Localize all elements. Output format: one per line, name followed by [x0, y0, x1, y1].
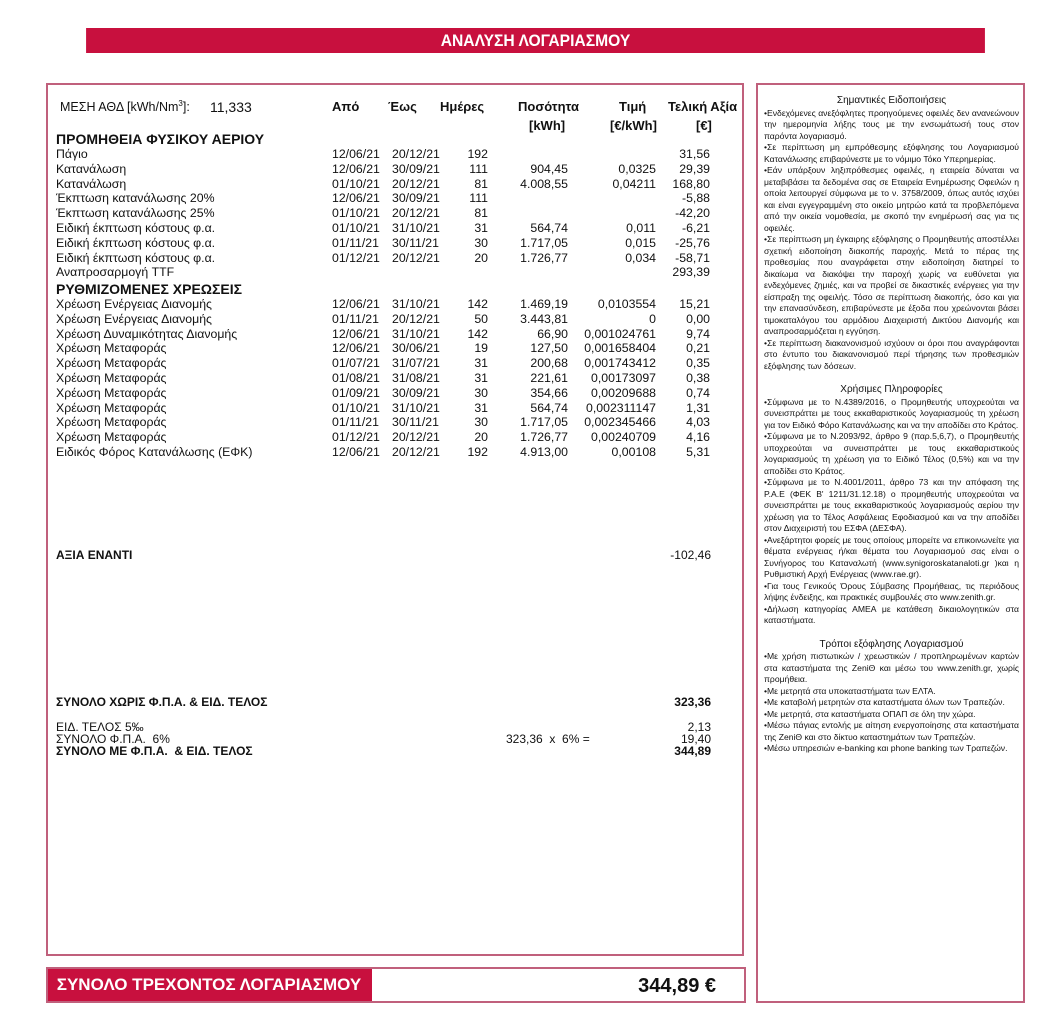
table-row — [48, 236, 746, 250]
row-from-date: 01/09/21 — [332, 385, 380, 400]
row-to-date: 31/10/21 — [392, 297, 440, 311]
row-from-date: 01/08/21 — [332, 371, 380, 385]
row-days: 20 — [474, 430, 488, 445]
row-unit-price: 0,00240709 — [591, 430, 656, 445]
total-current-bill-amount: 344,89 € — [638, 975, 716, 997]
payment-methods-list — [764, 651, 1019, 755]
row-quantity: 354,66 — [530, 385, 568, 400]
subtotal-value: 323,36 — [674, 695, 711, 709]
col-header-value: Τελική Αξία — [668, 99, 738, 114]
col-header-price: Τιμή — [619, 99, 647, 114]
row-from-date: 01/10/21 — [332, 206, 380, 221]
row-description: Χρέωση Μεταφοράς — [56, 415, 167, 430]
row-final-value: -42,20 — [675, 206, 710, 221]
row-quantity: 564,74 — [530, 400, 568, 415]
total-current-bill-label-box — [46, 967, 372, 1003]
row-from-date: 01/10/21 — [332, 176, 380, 191]
info-sidebar — [756, 83, 1025, 1003]
col-header-qty: Ποσότητα — [518, 99, 579, 114]
row-quantity: 904,45 — [530, 161, 568, 176]
table-row — [48, 327, 746, 341]
row-to-date: 20/12/21 — [392, 250, 440, 265]
row-to-date: 30/11/21 — [392, 235, 439, 250]
row-to-date: 30/11/21 — [392, 415, 439, 430]
row-from-date: 01/10/21 — [332, 400, 380, 415]
row-description: Χρέωση Μεταφοράς — [56, 371, 167, 385]
row-final-value: 31,56 — [679, 147, 710, 161]
row-days: 20 — [474, 250, 488, 265]
notices-title: Σημαντικές Ειδοποιήσεις — [836, 95, 947, 106]
row-description: Χρέωση Μεταφοράς — [56, 400, 167, 415]
row-final-value: 293,39 — [672, 265, 710, 280]
row-days: 192 — [467, 147, 488, 161]
row-quantity: 66,90 — [537, 326, 568, 341]
row-unit-price: 0,002311147 — [586, 400, 656, 415]
row-quantity: 1.717,05 — [520, 235, 568, 250]
row-unit-price: 0,0325 — [618, 161, 656, 176]
row-to-date: 20/12/21 — [392, 206, 440, 221]
row-unit-price: 0,002345466 — [584, 415, 656, 430]
notice-item: •Σε περίπτωση μη έγκαιρης εξόφλησης ο Προμηθευτής αποστέλλει σχετική ειδοποίηση διακοπής παροχής. Μετά το πέρας της προθεσμίας που αναγράφεται στην ειδοποίηση διατηρεί το δικαίωμα να διακόψει την παροχή χωρίς να ευθύνεται για ενδεχόμενες ζημιές, και να προβεί σε δικαστικές ενέργειες για την είσπραξη της οφειλής. Τόσο σε περίπτωση διακοπής, όσο και για την επανασύνδεση, επιβαρύνεστε με έξοδα που χρεώνονται βάσει τιμοκαταλόγου του αρμόδιου Διαχειριστή Δικτύου Διανομής και αναπροσαρμόζεται η εγγύηση. — [764, 234, 1019, 336]
section-title-gas-supply: ΠΡΟΜΗΘΕΙΑ ΦΥΣΙΚΟΥ ΑΕΡΙΟΥ — [56, 131, 265, 147]
row-to-date: 31/10/21 — [392, 221, 440, 235]
row-from-date: 01/11/21 — [332, 311, 379, 326]
sidebar-content — [764, 95, 1019, 755]
row-description: Ειδική έκπτωση κόστους φ.α. — [56, 250, 216, 265]
col-header-days: Ημέρες — [440, 99, 485, 114]
row-quantity: 200,68 — [530, 356, 568, 371]
row-final-value: 0,00 — [686, 311, 710, 326]
info-list — [764, 397, 1019, 627]
row-to-date: 20/12/21 — [392, 445, 440, 459]
row-days: 31 — [474, 221, 488, 235]
row-from-date: 01/12/21 — [332, 430, 380, 445]
row-unit-price: 0,001658404 — [584, 341, 656, 356]
row-days: 50 — [474, 311, 488, 326]
row-final-value: 0,21 — [686, 341, 710, 356]
info-item: •Σύμφωνα με το Ν.2093/92, άρθρο 9 (παρ.5,6,7), ο Προμηθευτής υποχρεούται να συνεισπράττει με τους εκκαθαριστικούς λογαριασμούς τη χρέωση για το Ειδικό Τέλος (0,5%) και να την αποδίδει στο Κράτος. — [764, 431, 1019, 476]
row-days: 31 — [474, 371, 488, 385]
row-from-date: 01/12/21 — [332, 250, 380, 265]
row-days: 142 — [467, 297, 488, 311]
row-from-date: 01/10/21 — [332, 221, 380, 235]
row-quantity: 1.726,77 — [520, 430, 568, 445]
col-header-value-unit: [€] — [696, 118, 712, 133]
row-unit-price: 0,04211 — [612, 176, 656, 191]
row-unit-price: 0,001743412 — [584, 356, 656, 371]
subtotal-label: ΣΥΝΟΛΟ ΧΩΡΙΣ Φ.Π.Α. & ΕΙΔ. ΤΕΛΟΣ — [56, 695, 268, 709]
vat-value: 19,40 — [680, 732, 711, 746]
row-final-value: 4,03 — [686, 415, 710, 430]
bill-breakdown-panel — [46, 83, 744, 956]
row-unit-price: 0,0103554 — [597, 297, 656, 311]
row-from-date: 12/06/21 — [332, 147, 380, 161]
gcv-label: ΜΕΣΗ ΑΘΔ [kWh/Nm$^3$]: — [60, 99, 190, 115]
info-item: •Σύμφωνα με το Ν.4389/2016, ο Προμηθευτής υποχρεούται να συνεισπράττει με τους εκκαθαριστικούς λογαριασμούς τη χρέωση για τον Ειδικό Φόρο Κατανάλωσης και να την αποδίδει στο Κράτος. — [764, 396, 1019, 430]
gcv-value: 11,333 — [210, 99, 252, 115]
row-final-value: 29,39 — [679, 161, 710, 176]
row-to-date: 30/09/21 — [392, 385, 440, 400]
row-final-value: 0,74 — [686, 385, 710, 400]
table-row — [48, 386, 746, 400]
row-unit-price: 0,00173097 — [591, 371, 656, 385]
special-fee-value: 2,13 — [687, 720, 711, 734]
row-description: Χρέωση Μεταφοράς — [56, 430, 167, 445]
row-to-date: 31/07/21 — [392, 356, 440, 371]
row-final-value: 168,80 — [672, 176, 710, 191]
row-days: 81 — [474, 176, 488, 191]
info-item: •Για τους Γενικούς Όρους Σύμβασης Προμήθειας, τις περιόδους λήψης ένδειξης, και πρακτικές συμβουλές στο www.zenith.gr. — [764, 580, 1019, 602]
vat-label: ΣΥΝΟΛΟ Φ.Π.Α. 6% — [56, 732, 170, 746]
row-from-date: 12/06/21 — [332, 445, 380, 459]
table-row — [48, 401, 746, 415]
notice-item: •Εάν υπάρξουν ληξιπρόθεσμες οφειλές, η εταιρεία δύναται να μεταβιβάσει τα δεδομένα σας σε Εταιρεία Ενημέρωσης Οφειλών η οποία λειτουργεί σύμφωνα με το ν. 3758/2009, όπως αυτός ισχύει και είναι εγγεγραμμένη στο οικείο μητρώο κατά τα προβλεπόμενα από την οικεία νομοθεσία, με σκοπό την ενημέρωσή σας για τις οφειλές. — [764, 165, 1019, 233]
row-description: Κατανάλωση — [56, 161, 127, 176]
grand-total-label: ΣΥΝΟΛΟ ΜΕ Φ.Π.Α. & ΕΙΔ. ΤΕΛΟΣ — [56, 744, 253, 758]
row-to-date: 20/12/21 — [392, 430, 440, 445]
row-from-date: 01/11/21 — [332, 415, 379, 430]
row-final-value: 0,35 — [686, 356, 710, 371]
counter-value-label: ΑΞΙΑ ΕΝΑΝΤΙ — [56, 548, 133, 562]
row-description: Χρέωση Ενέργειας Διανομής — [56, 311, 212, 326]
row-final-value: -25,76 — [675, 235, 710, 250]
row-days: 111 — [469, 161, 488, 176]
row-to-date: 31/10/21 — [392, 326, 440, 341]
row-final-value: 5,31 — [686, 445, 710, 459]
row-days: 81 — [474, 206, 488, 221]
row-final-value: 9,74 — [686, 326, 710, 341]
row-description: Αναπροσαρμογή TTF — [56, 265, 175, 280]
row-unit-price: 0,00108 — [611, 445, 656, 459]
row-days: 31 — [474, 400, 488, 415]
row-days: 111 — [469, 191, 488, 206]
row-days: 192 — [467, 445, 488, 459]
table-row — [48, 251, 746, 265]
row-quantity: 3.443,81 — [520, 311, 568, 326]
row-to-date: 30/09/21 — [392, 161, 440, 176]
table-row — [48, 177, 746, 191]
payment-method-item: •Μέσω πάγιας εντολής με αίτηση ενεργοποίησης στα καταστήματα της ZeniΘ και στο δίκτυο καταστημάτων των Τραπεζών. — [764, 720, 1019, 742]
row-final-value: -6,21 — [681, 221, 710, 235]
row-description: Έκπτωση κατανάλωσης 25% — [56, 206, 215, 221]
table-row — [48, 341, 746, 355]
table-row — [48, 191, 746, 205]
row-to-date: 31/10/21 — [392, 400, 440, 415]
row-to-date: 30/06/21 — [392, 341, 440, 356]
notices-list — [764, 108, 1019, 373]
row-from-date: 12/06/21 — [332, 161, 380, 176]
row-days: 30 — [474, 235, 488, 250]
row-days: 30 — [474, 415, 488, 430]
row-quantity: 1.717,05 — [520, 415, 568, 430]
row-final-value: -58,71 — [675, 250, 710, 265]
row-from-date: 01/07/21 — [332, 356, 380, 371]
payment-method-item: •Με μετρητά στα υποκαταστήματα των ΕΛΤΑ. — [764, 685, 936, 696]
row-final-value: 15,21 — [679, 297, 710, 311]
row-description: Ειδικός Φόρος Κατανάλωσης (ΕΦΚ) — [56, 445, 253, 459]
row-to-date: 20/12/21 — [392, 311, 440, 326]
page-title: ΑΝΑΛΥΣΗ ΛΟΓΑΡΙΑΣΜΟΥ — [440, 31, 631, 50]
row-quantity: 1.726,77 — [520, 250, 568, 265]
row-unit-price: 0,015 — [625, 235, 656, 250]
row-final-value: 0,38 — [686, 371, 710, 385]
row-quantity: 564,74 — [530, 221, 568, 235]
row-description: Χρέωση Μεταφοράς — [56, 341, 167, 356]
table-row — [48, 297, 746, 311]
info-item: •Ανεξάρτητοι φορείς με τους οποίους μπορείτε να επικοινωνείτε για θέματα ενέργειας ή/και θέματα του Λογαριασμού σας είναι ο Συνήγορος του Καταναλωτή (www.synigoroskatanaloti.gr )και η Ρυθμιστική Αρχή Ενέργειας (www.rae.gr). — [764, 534, 1019, 579]
row-to-date: 31/08/21 — [392, 371, 440, 385]
table-row — [48, 415, 746, 429]
col-header-qty-unit: [kWh] — [529, 118, 566, 133]
col-header-to: Έως — [388, 99, 417, 114]
row-to-date: 20/12/21 — [392, 147, 440, 161]
table-row — [48, 445, 746, 459]
info-item: •Σύμφωνα με το Ν.4001/2011, άρθρο 73 και την απόφαση της Ρ.Α.Ε (ΦΕΚ Β' 1211/31.12.18) ο προμηθευτής υποχρεούται να συνεισπράττει με τους εκκαθαριστικούς λογαριασμούς αερίου την χρέωση για το Τέλος Ασφάλειας Εφοδιασμού και να την αποδίδει στον Διαχειριστή του ΕΣΦΑ (ΔΕΣΦΑ). — [764, 477, 1019, 533]
notice-item: •Σε περίπτωση διακανονισμού ισχύουν οι όροι που αναγράφονται στο έντυπο του διακανονισμού περί τήρησης των προθεσμιών εξόφλησης των δόσεων. — [764, 337, 1019, 371]
row-days: 142 — [467, 326, 488, 341]
row-description: Έκπτωση κατανάλωσης 20% — [56, 191, 215, 206]
table-row — [48, 147, 746, 161]
table-row — [48, 265, 746, 279]
row-unit-price: 0 — [649, 311, 656, 326]
row-unit-price: 0,001024761 — [584, 326, 656, 341]
total-current-bill-label: ΣΥΝΟΛΟ ΤΡΕΧΟΝΤΟΣ ΛΟΓΑΡΙΑΣΜΟΥ — [56, 975, 362, 994]
table-row — [48, 356, 746, 370]
grand-total-value: 344,89 — [674, 744, 711, 758]
row-unit-price: 0,011 — [626, 221, 656, 235]
row-from-date: 12/06/21 — [332, 191, 380, 206]
table-row — [48, 206, 746, 220]
payment-method-item: •Με μετρητά, στα καταστήματα ΟΠΑΠ σε όλη την χώρα. — [764, 708, 976, 719]
row-unit-price: 0,034 — [625, 250, 656, 265]
row-to-date: 30/09/21 — [392, 191, 440, 206]
row-description: Ειδική έκπτωση κόστους φ.α. — [56, 235, 216, 250]
info-item: •Δήλωση κατηγορίας ΑΜΕΑ με κατάθεση δικαιολογητικών στα καταστήματα. — [764, 603, 1019, 625]
row-description: Χρέωση Δυναμικότητας Διανομής — [56, 326, 238, 341]
row-description: Χρέωση Μεταφοράς — [56, 356, 167, 371]
row-description: Πάγιο — [56, 147, 88, 161]
row-quantity: 1.469,19 — [520, 297, 568, 311]
total-current-bill-amount-box — [372, 967, 746, 1003]
payment-method-item: •Με χρήση πιστωτικών / χρεωστικών / προπληρωμένων καρτών στα καταστήματα της ZeniΘ και μέσω του www.zenith.gr, χωρίς προμήθεια. — [764, 651, 1019, 684]
special-fee-label: ΕΙΔ. ΤΕΛΟΣ 5‰ — [56, 720, 144, 734]
table-row — [48, 312, 746, 326]
info-title: Χρήσιμες Πληροφορίες — [840, 384, 943, 395]
section-title-regulated-charges: ΡΥΘΜΙΖΟΜΕΝΕΣ ΧΡΕΩΣΕΙΣ — [56, 281, 243, 297]
row-description: Χρέωση Ενέργειας Διανομής — [56, 297, 212, 311]
row-final-value: 4,16 — [686, 430, 710, 445]
row-quantity: 4.913,00 — [520, 445, 568, 459]
row-description: Κατανάλωση — [56, 176, 127, 191]
vat-formula: 323,36 x 6% = — [506, 732, 590, 746]
row-quantity: 127,50 — [530, 341, 568, 356]
notice-item: •Ενδεχόμενες ανεξόφλητες προηγούμενες οφειλές δεν ανανεώνουν την ημερομηνία λήξης τους με την ενσωμάτωσή τους στον παρόντα λογαριασμό. — [764, 107, 1019, 141]
col-header-from: Από — [332, 99, 360, 114]
row-from-date: 01/11/21 — [332, 235, 379, 250]
row-final-value: 1,31 — [686, 400, 710, 415]
row-final-value: -5,88 — [681, 191, 710, 206]
row-description: Χρέωση Μεταφοράς — [56, 385, 167, 400]
counter-value-amount: -102,46 — [670, 548, 711, 562]
row-quantity: 4.008,55 — [520, 176, 568, 191]
table-row — [48, 162, 746, 176]
table-row — [48, 371, 746, 385]
row-unit-price: 0,00209688 — [591, 385, 656, 400]
row-days: 30 — [474, 385, 488, 400]
table-row — [48, 221, 746, 235]
row-from-date: 12/06/21 — [332, 341, 380, 356]
col-header-price-unit: [€/kWh] — [610, 118, 657, 133]
row-days: 19 — [474, 341, 488, 356]
payment-method-item: •Με καταβολή μετρητών στα καταστήματα όλων των Τραπεζών. — [764, 697, 1005, 707]
row-from-date: 12/06/21 — [332, 297, 380, 311]
payment-method-item: •Μέσω υπηρεσιών e-banking και phone banking των Τραπεζών. — [764, 743, 1008, 753]
table-row — [48, 430, 746, 444]
payment-title: Τρόποι εξόφλησης Λογαριασμού — [819, 638, 964, 650]
row-from-date: 12/06/21 — [332, 326, 380, 341]
row-days: 31 — [474, 356, 488, 371]
row-description: Ειδική έκπτωση κόστους φ.α. — [56, 221, 216, 235]
row-quantity: 221,61 — [530, 371, 568, 385]
row-to-date: 20/12/21 — [392, 176, 440, 191]
notice-item: •Σε περίπτωση μη εμπρόθεσμης εξόφλησης του Λογαριασμού Κατανάλωσης επιβαρύνεστε με το νόμιμο Τόκο Υπερημερίας. — [764, 142, 1019, 164]
page-title-bar — [86, 28, 985, 53]
